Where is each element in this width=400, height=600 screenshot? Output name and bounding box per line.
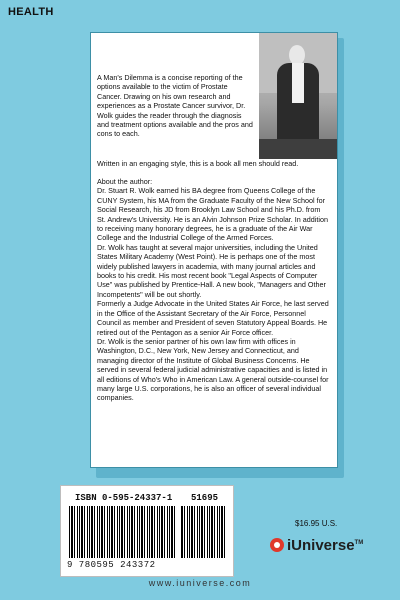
publisher-name bbox=[287, 537, 363, 554]
bio-paragraph-teaching: Dr. Wolk has taught at several major universities, including the United States Military Academy (West Point). He is perhaps one of the most widely published lawyers in academia, with many journal articles and books to his credit. His most recent book "Legal Aspects of Computer Use" was published by Prentice-Hall. A new book, "Managers and Other Incompetents" will be out shortly. bbox=[97, 242, 326, 299]
barcode-box bbox=[60, 485, 234, 577]
about-author-heading: About the author: bbox=[97, 177, 153, 186]
book-description: A Man's Dilemma is a concise reporting of the options available to the victim of Prostate Cancer. Drawing on his own research and experiences as a Prostate Cancer survivor, Dr. Wolk guides the reader through the diagnosis and treatment options available and the pros and cons to each. bbox=[97, 73, 253, 139]
trademark-mark: TM bbox=[354, 539, 364, 546]
author-photo bbox=[259, 33, 337, 159]
bio-paragraph-education: Dr. Stuart R. Wolk earned his BA degree from Queens College of the CUNY System, his MA from the Graduate Faculty of the New School for Social Research, his JD from Brooklyn Law School and his Ph.D. from St. Andrew's University. He is an Alvin Johnson Prize Scholar. In addition to receiving many honorary degrees, he is a graduate of the Air War College and the Industrial College of the Armed Forces. bbox=[97, 186, 328, 243]
price-code: 51695 bbox=[191, 493, 219, 503]
blurb-panel bbox=[90, 32, 338, 468]
author-shirt bbox=[292, 63, 304, 103]
bio-paragraph-career: Dr. Wolk is the senior partner of his own law firm with offices in Washington, D.C., New York, New Jersey and Connecticut, and managing director of the Institute of Global Business Concerns. He served in several federal judicial administrative capacities and is listed in all editions of Who's Who in American Law. A general outside-counsel for many large U.S. corporations, he is also an officer of several individual companies. bbox=[97, 336, 329, 403]
book-price: $16.95 U.S. bbox=[295, 519, 338, 528]
publisher-website: www.iuniverse.com bbox=[148, 578, 252, 588]
author-head bbox=[289, 45, 305, 65]
author-desk bbox=[259, 139, 337, 159]
isbn-number: ISBN 0-595-24337-1 bbox=[75, 493, 173, 503]
ean-number: 9 780595 243372 bbox=[67, 560, 156, 570]
publisher-name-text: iUniverse bbox=[287, 536, 355, 554]
about-author-section bbox=[97, 177, 331, 403]
publisher-logo bbox=[270, 535, 363, 555]
publisher-swirl-icon bbox=[270, 538, 284, 552]
category-label: HEALTH bbox=[8, 6, 54, 18]
bio-paragraph-military: Formerly a Judge Advocate in the United States Air Force, he last served in the Office of the Assistant Secretary of the Air Force, Personnel Council as member and President of seven Statutory Appeal Boards. He retired out of the Pentagon as a senior Air Force officer. bbox=[97, 299, 329, 337]
barcode-icon bbox=[69, 506, 225, 558]
book-tagline: Written in an engaging style, this is a book all men should read. bbox=[97, 159, 299, 168]
barcode-separator bbox=[175, 506, 181, 558]
